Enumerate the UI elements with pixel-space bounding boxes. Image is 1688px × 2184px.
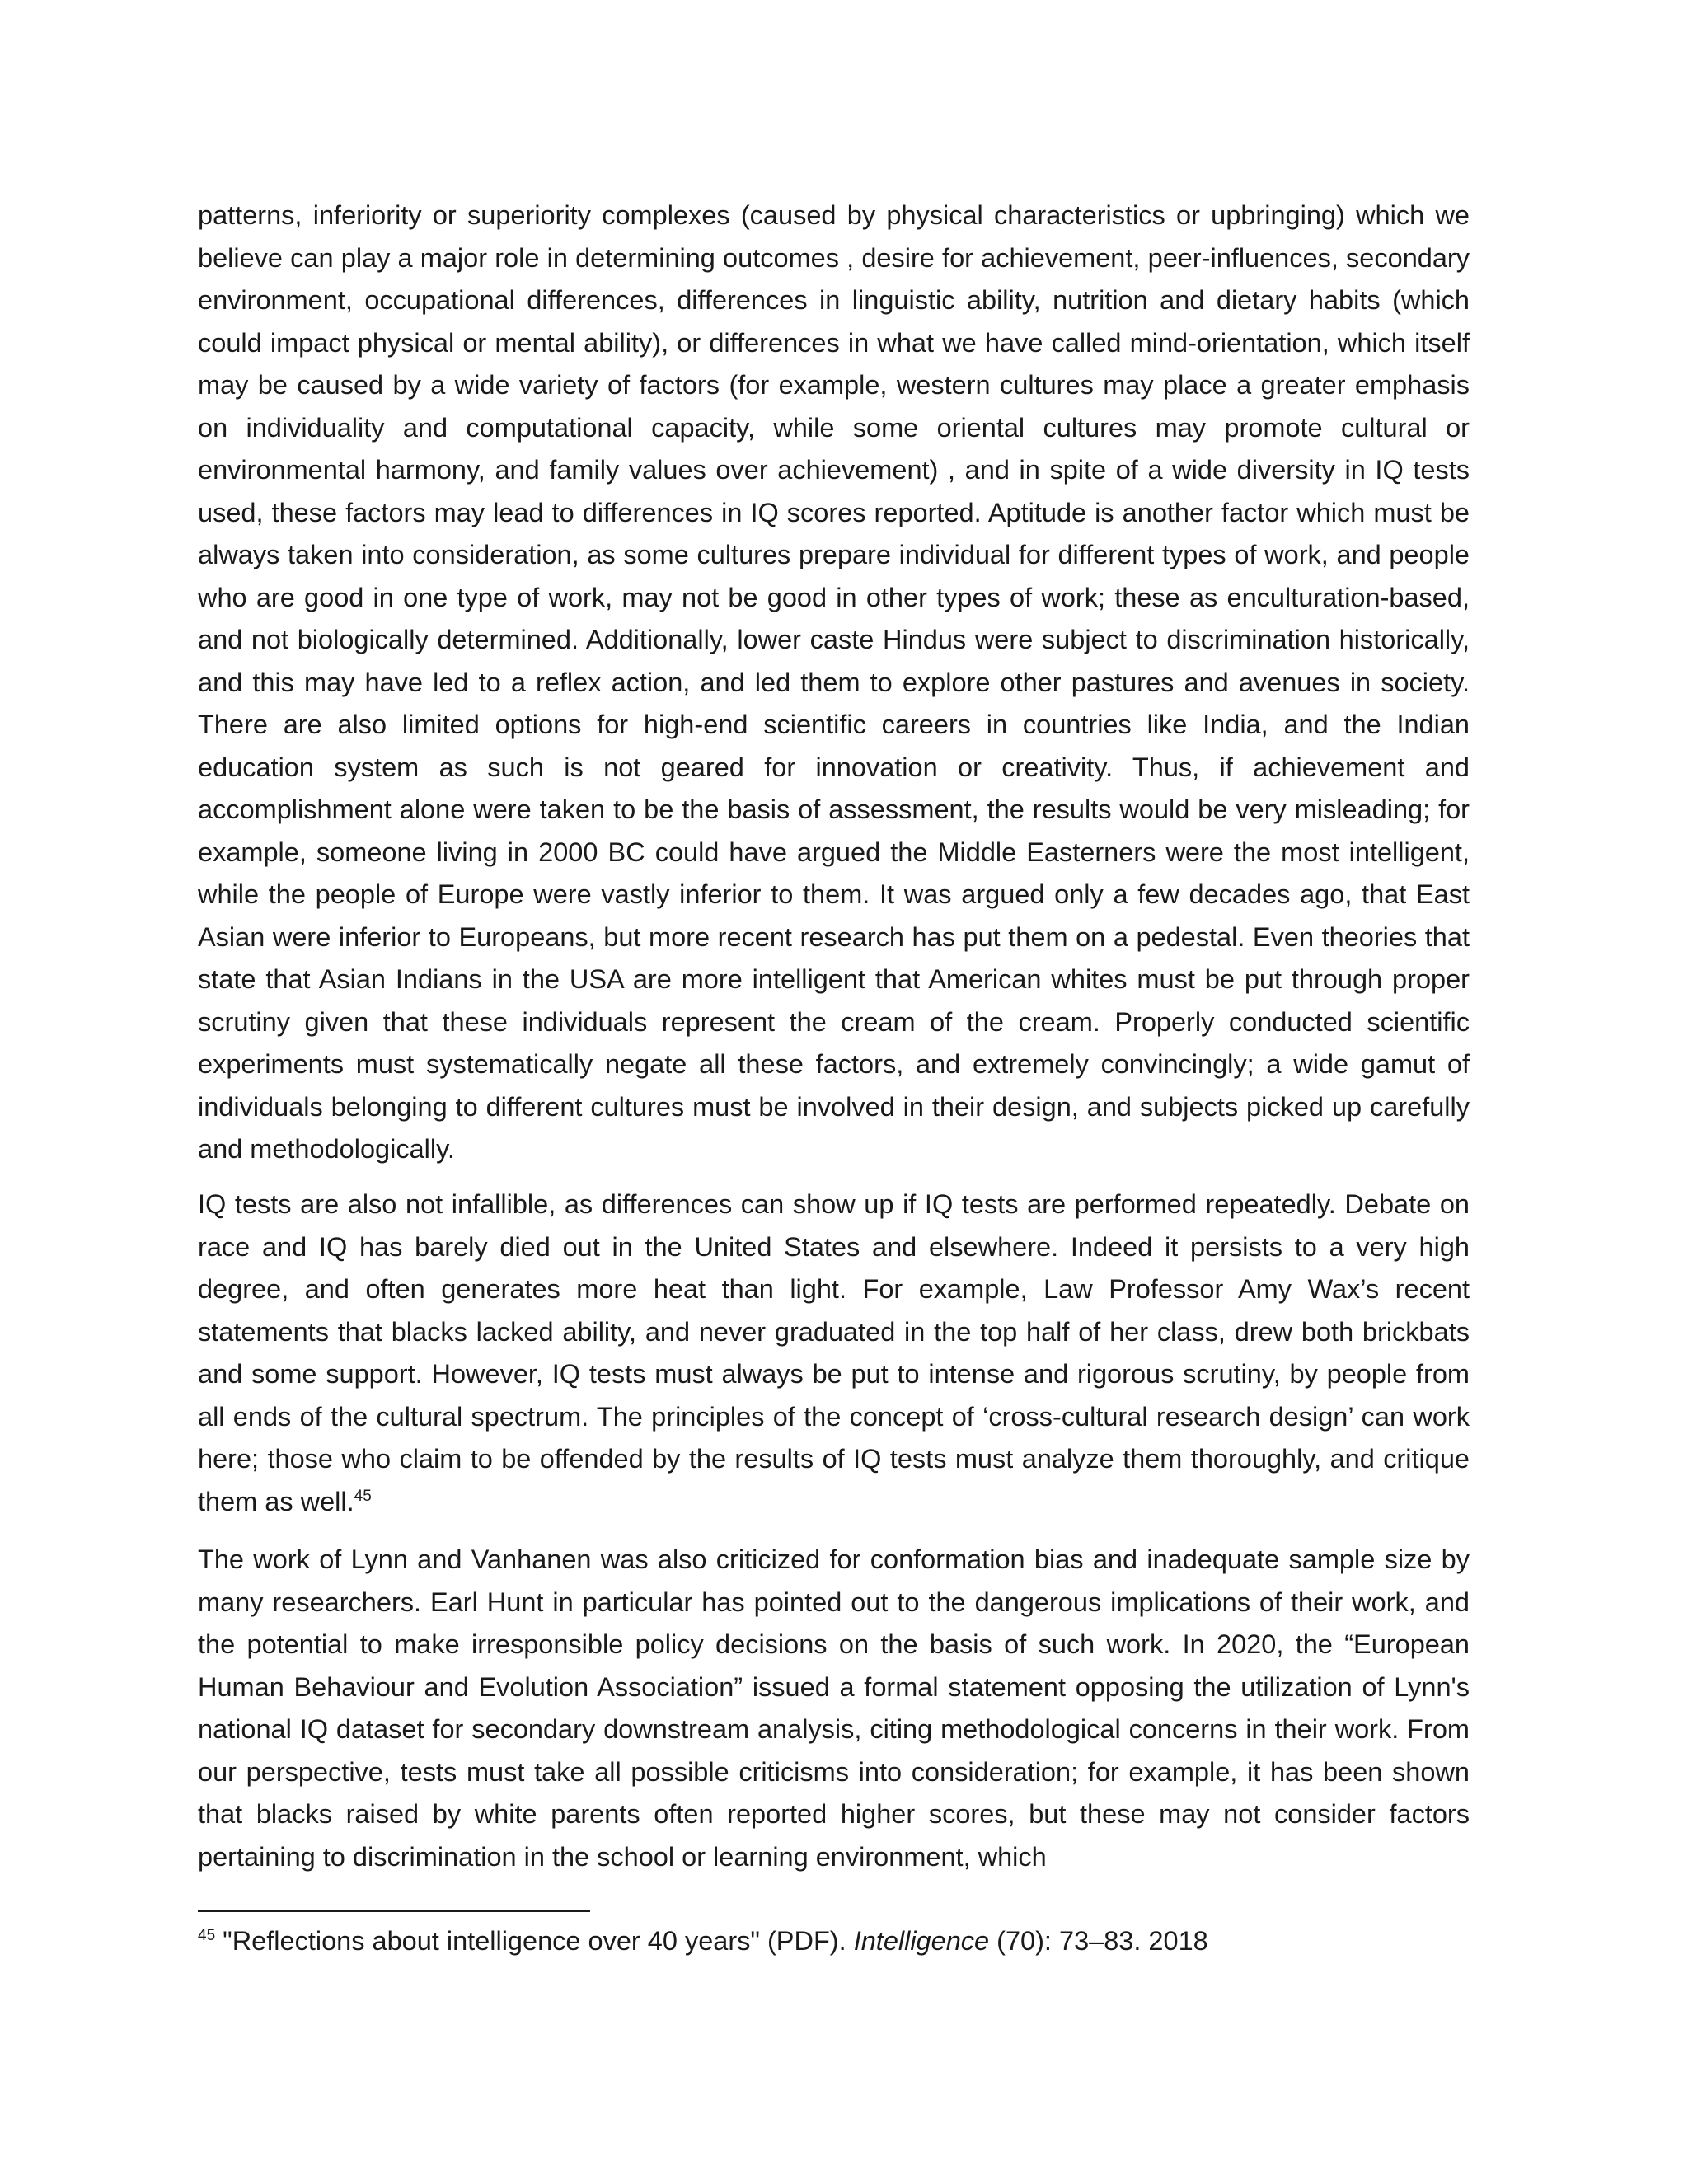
paragraph-text: patterns, inferiority or superiority complexes (caused by physical characteristics or upbringing) which we believe can play a major role in determining outcomes , desire for achievement, peer-influences, secondary environment, occupational differences, differences in linguistic ability, nutrition and dietary habits (which could impact physical or mental ability), or differences in what we have called mind-orientation, which itself may be caused by a wide variety of factors (for example, western cultures may place a greater emphasis on individuality and computational capacity, while some oriental cultures may promote cultural or environmental harmony, and family values over achievement) , and in spite of a wide diversity in IQ tests used, these factors may lead to differences in IQ scores reported. Aptitude is another factor which must be always taken into consideration, as some cultures prepare individual for different types of work, and people who are good in one type of work, may not be good in other types of work; these as enculturation-based, and not biologically determined. Additionally, lower caste Hindus were subject to discrimination historically, and this may have led to a reflex action, and led them to explore other pastures and avenues in society. There are also limited options for high-end scientific careers in countries like India, and the Indian education system as such is not geared for innovation or creativity. Thus, if achievement and accomplishment alone were taken to be the basis of assessment, the results would be very misleading; for example, someone living in 2000 BC could have argued the Middle Easterners were the most intelligent, while the people of Europe were vastly inferior to them. It was argued only a few decades ago, that East Asian were inferior to Europeans, but more recent research has put them on a pedestal. Even theories that state that Asian Indians in the USA are more intelligent that American whites must be put through proper scrutiny given that these individuals represent the cream of the cream. Properly conducted scientific experiments must systematically negate all these factors, and extremely convincingly; a wide gamut of individuals belonging to different cultures must be involved in their design, and subjects picked up carefully and methodologically. xyxy=(198,200,1470,1164)
paragraph-text: IQ tests are also not infallible, as differences can show up if IQ tests are performed repeatedly. Debate on race and IQ has barely died out in the United States and elsewhere. Indeed it persists to a very high degree, and often generates more heat than light. For example, Law Professor Amy Wax’s recent statements that blacks lacked ability, and never graduated in the top half of her class, drew both brickbats and some support. However, IQ tests must always be put to intense and rigorous scrutiny, by people from all ends of the cultural spectrum. The principles of the concept of ‘cross-cultural research design’ can work here; those who claim to be offended by the results of IQ tests must analyze them thoroughly, and critique them as well. xyxy=(198,1189,1470,1516)
footnote-separator xyxy=(198,1910,590,1912)
footnote-text: "Reflections about intelligence over 40 years" (PDF). xyxy=(215,1926,854,1956)
body-paragraph xyxy=(198,1183,1470,1523)
paragraph-text: The work of Lynn and Vanhanen was also criticized for conformation bias and inadequate sample size by many researchers. Earl Hunt in particular has pointed out to the dangerous implications of their work, and the potential to make irresponsible policy decisions on the basis of such work. In 2020, the “European Human Behaviour and Evolution Association” issued a formal statement opposing the utilization of Lynn's national IQ dataset for secondary downstream analysis, citing methodological concerns in their work. From our perspective, tests must take all possible criticisms into consideration; for example, it has been shown that blacks raised by white parents often reported higher scores, but these may not consider factors pertaining to discrimination in the school or learning environment, which xyxy=(198,1544,1470,1872)
body-paragraph xyxy=(198,194,1470,1171)
footnote xyxy=(198,1924,1470,1957)
body-paragraph xyxy=(198,1539,1470,1878)
footnote-text-end: (70): 73–83. 2018 xyxy=(989,1926,1208,1956)
footnote-journal: Intelligence xyxy=(853,1926,990,1956)
footnote-number: 45 xyxy=(198,1927,216,1945)
footnote-reference[interactable]: 45 xyxy=(354,1487,372,1505)
